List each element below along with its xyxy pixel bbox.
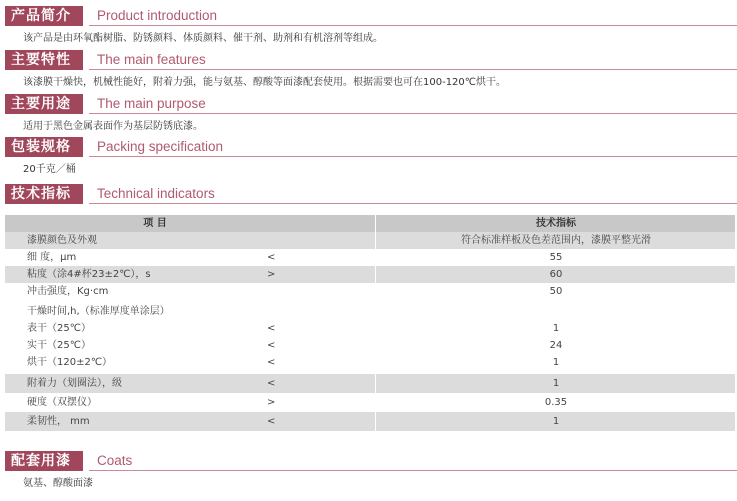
section-tag-features: 主要特性: [5, 50, 83, 70]
header-spec: 技术指标: [536, 218, 576, 229]
section-tag-purpose: 主要用途: [5, 94, 83, 114]
table-row: 冲击强度，Kg·cm 50: [27, 286, 563, 297]
section-header-intro: [5, 6, 737, 26]
section-title-intro: Product introduction: [97, 8, 218, 23]
section-rule: [89, 113, 737, 114]
header-item: 项 目: [143, 218, 167, 229]
section-title-features: The main features: [97, 52, 206, 67]
section-header-purpose: [5, 94, 737, 114]
section-tag-packing: 包装规格: [5, 137, 83, 157]
section-header-technical: [5, 184, 737, 204]
section-title-packing: Packing specification: [97, 139, 224, 154]
packing-text: 20千克／桶: [23, 164, 76, 175]
section-title-technical: Technical indicators: [97, 186, 215, 201]
table-row: 细 度，μm < 55: [27, 252, 563, 263]
section-rule: [89, 156, 737, 157]
features-text: 该漆膜干燥快，机械性能好，附着力强，能与氨基、醇酸等面漆配套使用。根据需要也可在100-120℃烘干。: [23, 77, 507, 88]
table-row: 粘度（涂4#杯23±2℃），s > 60: [5, 266, 735, 283]
table-row: 柔韧性， mm < 1: [5, 412, 735, 431]
table-row: 附着力（划圈法），级 < 1: [5, 374, 735, 393]
section-rule: [89, 470, 737, 471]
intro-text: 该产品是由环氧酯树脂、防锈颜料、体质颜料、催干剂、助剂和有机溶剂等组成。: [23, 33, 383, 44]
section-rule: [89, 69, 737, 70]
section-title-coats: Coats: [97, 453, 133, 468]
section-tag-coats: 配套用漆: [5, 451, 83, 471]
section-tag-technical: 技术指标: [5, 184, 83, 204]
table-row: 硬度（双摆仪） > 0.35: [27, 397, 568, 408]
technical-table: [5, 215, 735, 431]
section-rule: [89, 25, 737, 26]
section-header-features: [5, 50, 737, 70]
table-header-row: [5, 215, 735, 232]
table-row: 漆膜颜色及外观 符合标准样板及色差范围内，漆膜平整光滑: [5, 232, 735, 249]
purpose-text: 适用于黑色金属表面作为基层防锈底漆。: [23, 121, 203, 132]
table-row-drying: 干燥时间,h,（标准厚度单涂层） 表干（25℃） < 1 实干（25℃） < 24 烘干（120±2℃） < 1: [27, 306, 563, 368]
section-header-coats: [5, 451, 737, 471]
section-header-packing: [5, 137, 737, 157]
section-rule: [89, 203, 737, 204]
coats-text: 氨基、醇酸面漆: [23, 478, 93, 489]
section-tag-intro: 产品简介: [5, 6, 83, 26]
section-title-purpose: The main purpose: [97, 96, 206, 111]
